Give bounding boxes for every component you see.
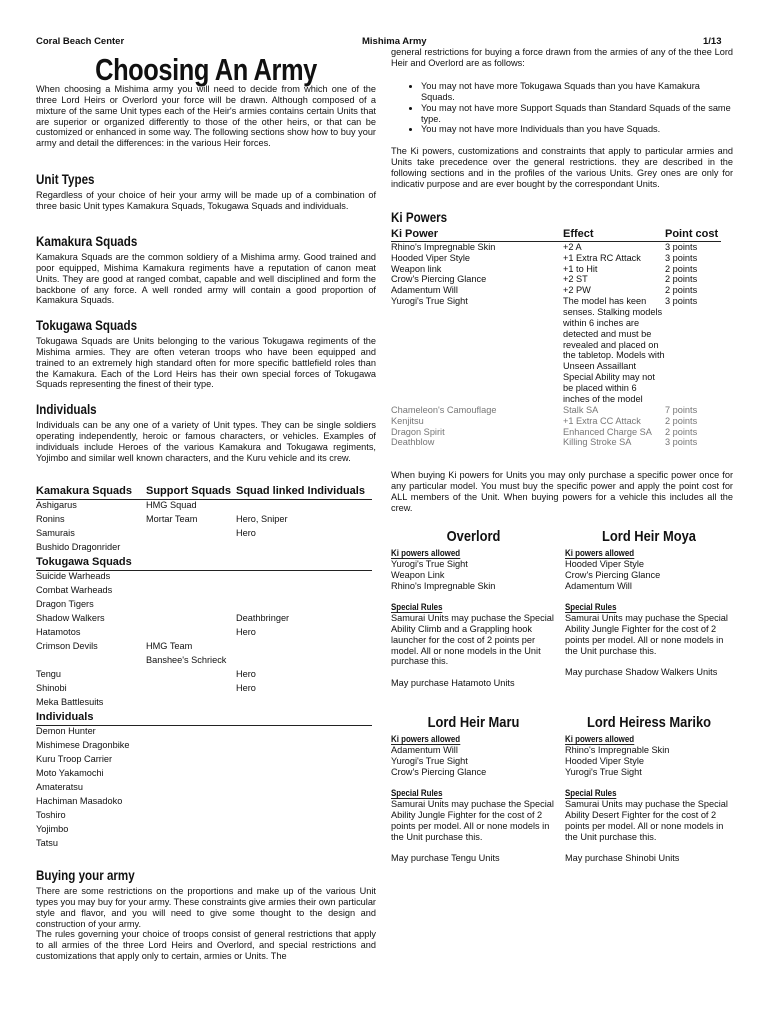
ki-effect-cell: Stalk SA xyxy=(563,404,599,415)
table-row xyxy=(36,669,372,683)
purchase-note: May purchase Tengu Units xyxy=(391,853,500,864)
page-title: Choosing An Army xyxy=(95,52,317,87)
allowed-power: Hooded Viper Style xyxy=(565,755,644,766)
table-cell: Samurais xyxy=(36,528,75,538)
table-row xyxy=(36,655,372,669)
individuals-table-heading: Individuals xyxy=(36,711,94,723)
allowed-power: Yurogi's True Sight xyxy=(565,766,642,777)
table-cell xyxy=(36,655,146,669)
right-intro: general restrictions for buying a force drawn from the armies of any of the thee Lord Heir and Overlord are as follows: xyxy=(391,47,733,68)
ki-name-cell: Deathblow xyxy=(391,437,435,448)
table-cell: Deathbringer xyxy=(236,613,290,623)
table-cell xyxy=(236,824,372,838)
special-rules-label: Special Rules xyxy=(565,601,617,612)
faction-title: Lord Heir Maru xyxy=(427,714,520,731)
special-rules-text: Samurai Units may puchase the Special Ability Climb and a Grappling hook launcher for the cost of 2 points per model. All or none models in the Unit purchase this. xyxy=(391,613,554,667)
table-cell xyxy=(146,613,236,627)
ki-name-cell: Rhino's Impregnable Skin xyxy=(391,241,496,252)
tokugawa-section xyxy=(36,318,376,390)
ki-cost-cell: 3 points xyxy=(665,241,698,252)
table-cell xyxy=(146,740,236,754)
faction-mariko xyxy=(565,714,733,864)
ki-power-row xyxy=(391,264,721,275)
unit-col-kamakura: Kamakura Squads xyxy=(36,485,132,497)
table-cell: Hero xyxy=(236,627,256,637)
individual-rows xyxy=(36,726,372,852)
purchase-note: May purchase Hatamoto Units xyxy=(391,678,515,689)
table-cell: Hero xyxy=(236,669,256,679)
table-cell xyxy=(146,669,236,683)
ki-effect-cell: +1 to Hit xyxy=(563,263,598,274)
table-cell: Tatsu xyxy=(36,838,58,848)
table-cell xyxy=(146,697,236,711)
unit-col-support: Support Squads xyxy=(146,485,231,497)
table-cell xyxy=(146,782,236,796)
table-cell xyxy=(146,585,236,599)
ki-effect-cell: +1 Extra RC Attack xyxy=(563,252,641,263)
table-row xyxy=(36,782,372,796)
table-cell: Shinobi xyxy=(36,683,67,693)
page-number: 1/13 xyxy=(703,36,722,47)
buying-heading: Buying your army xyxy=(36,868,135,883)
purchase-note: May purchase Shadow Walkers Units xyxy=(565,667,718,678)
table-cell: Banshee's Schrieck xyxy=(146,655,227,665)
table-row xyxy=(36,683,372,697)
kamakura-rows xyxy=(36,500,372,556)
ki-power-row xyxy=(391,285,721,296)
allowed-power: Weapon Link xyxy=(391,569,445,580)
faction-title: Lord Heiress Mariko xyxy=(586,714,712,731)
table-cell xyxy=(146,824,236,838)
restriction-item: • You may not have more Support Squads than Standard Squads of the same type. xyxy=(421,103,733,125)
ki-powers-heading: Ki Powers xyxy=(391,210,448,225)
special-rules-text: Samurai Units may puchase the Special Ability Jungle Fighter for the cost of 2 points per model. All or none models in the Unit purchase this. xyxy=(391,799,554,842)
table-row xyxy=(36,740,372,754)
ki-cost-cell: 7 points xyxy=(665,404,698,415)
table-row xyxy=(36,838,372,852)
table-cell xyxy=(146,754,236,768)
table-cell xyxy=(146,726,236,740)
unit-types-heading: Unit Types xyxy=(36,172,95,187)
table-row xyxy=(36,599,372,613)
table-cell: Hero xyxy=(236,528,256,538)
ki-note: When buying Ki powers for Units you may only purchase a specific power once for any particular model. You must buy the specific power and apply the point cost for ALL members of the Unit. When buying powers for a vehicle this includes all the crew. xyxy=(391,470,733,513)
ki-power-row xyxy=(391,241,721,252)
kamakura-section xyxy=(36,234,376,306)
allowed-power: Yurogi's True Sight xyxy=(391,755,468,766)
allowed-power: Crow's Piercing Glance xyxy=(391,766,487,777)
table-cell xyxy=(236,782,372,796)
table-cell: HMG Team xyxy=(146,641,193,651)
special-rules-text: Samurai Units may puchase the Special Ability Desert Fighter for the cost of 2 points per model. All or none models in the Unit purchase this. xyxy=(565,799,728,842)
table-cell xyxy=(146,838,236,852)
ki-allowed-label: Ki powers allowed xyxy=(565,547,635,558)
table-cell xyxy=(236,740,372,754)
ki-cost-cell: 3 points xyxy=(665,437,698,448)
table-cell: Moto Yakamochi xyxy=(36,768,104,778)
table-cell: Combat Warheads xyxy=(36,585,113,595)
table-cell: Hatamotos xyxy=(36,627,81,637)
allowed-power: Rhino's Impregnable Skin xyxy=(565,745,670,756)
table-row xyxy=(36,571,372,585)
table-cell xyxy=(236,754,372,768)
table-cell: Dragon Tigers xyxy=(36,599,94,609)
special-rules-label: Special Rules xyxy=(565,787,617,798)
table-row xyxy=(36,542,372,556)
individuals-text: Individuals can be any one of a variety of Unit types. They can be single soldiers operating independently, heroic or famous characters, or vehicles. Examples of individuals include Heroes of the various Kamakura and Tokugawa regiments, Yojimbo and similar well known characters, and the Kuru vehicle and its crew. xyxy=(36,419,376,463)
buying-text-1: There are some restrictions on the proportions and make up of the various Unit types you may buy for your army. These constraints give armies their own particular style and flavor, and you will need to give some thought to the design and construction of your army. xyxy=(36,885,376,929)
ki-cost-cell: 3 points xyxy=(665,296,698,307)
allowed-power: Adamentum Will xyxy=(565,580,632,591)
table-cell xyxy=(146,796,236,810)
table-cell: Tengu xyxy=(36,669,62,679)
ki-power-row xyxy=(391,253,721,264)
ki-name-cell: Hooded Viper Style xyxy=(391,252,470,263)
table-cell xyxy=(146,571,236,585)
table-row xyxy=(36,528,372,542)
table-cell: Ronins xyxy=(36,514,65,524)
ki-effect-cell: The model has keen senses. Stalking models within 6 inches are detected and must be revealed and placed on the tabletop. Models with Unseen Assaillant Special Ability may not be placed within 6 inches of the model xyxy=(563,296,665,404)
table-cell: Hero, Sniper xyxy=(236,514,288,524)
ki-effect-cell: +1 Extra CC Attack xyxy=(563,415,641,426)
tokugawa-text: Tokugawa Squads are Units belonging to the various Tokugawa regiments of the Mishima armies. They are often veteran troops who have been equipped and trained to an extremely high standard often for more specific battlefield roles than the Kamakura. Each of the Lord Heirs has their own special forces of Tokugawa Squads representing the finest of their type. xyxy=(36,335,376,390)
table-cell: Yojimbo xyxy=(36,824,69,834)
table-cell xyxy=(146,599,236,613)
faction-title: Lord Heir Moya xyxy=(602,528,696,545)
ki-power-row xyxy=(391,416,721,427)
kamakura-heading: Kamakura Squads xyxy=(36,234,138,249)
table-cell: HMG Squad xyxy=(146,500,197,510)
table-cell xyxy=(236,726,372,740)
table-row xyxy=(36,514,372,528)
table-row xyxy=(36,641,372,655)
ki-allowed-label: Ki powers allowed xyxy=(565,733,635,744)
table-cell xyxy=(236,697,372,711)
table-cell xyxy=(146,683,236,697)
tokugawa-table-heading: Tokugawa Squads xyxy=(36,556,132,568)
ki-allowed-label: Ki powers allowed xyxy=(391,547,461,558)
buying-section xyxy=(36,868,376,962)
tokugawa-rows xyxy=(36,571,372,711)
ki-power-row xyxy=(391,405,721,416)
table-cell xyxy=(146,627,236,641)
table-cell xyxy=(146,528,236,542)
faction-moya xyxy=(565,528,733,678)
table-cell: Mortar Team xyxy=(146,514,198,524)
buying-text-2: The rules governing your choice of troops consist of general restrictions that apply to all armies of the three Lord Heirs and Overlord, and special restrictions and customizations that apply only to certain, armies or Units. The xyxy=(36,929,376,962)
table-cell xyxy=(236,796,372,810)
ki-power-row xyxy=(391,437,721,448)
table-row xyxy=(36,796,372,810)
ki-powers-section xyxy=(391,210,733,448)
ki-col-power: Ki Power xyxy=(391,227,439,240)
ki-cost-cell: 2 points xyxy=(665,285,698,296)
header-center: Mishima Army xyxy=(362,36,427,47)
table-row xyxy=(36,754,372,768)
table-cell xyxy=(236,500,372,514)
table-cell: Ashigarus xyxy=(36,500,77,510)
ki-cost-cell: 2 points xyxy=(665,274,698,285)
ki-cost-cell: 2 points xyxy=(665,263,698,274)
table-cell: Meka Battlesuits xyxy=(36,697,104,707)
ki-power-row xyxy=(391,296,721,405)
tokugawa-heading: Tokugawa Squads xyxy=(36,318,138,333)
ki-effect-cell: +2 PW xyxy=(563,285,591,296)
table-cell xyxy=(236,641,372,655)
ki-name-cell: Weapon link xyxy=(391,263,442,274)
table-cell: Toshiro xyxy=(36,810,66,820)
faction-overlord xyxy=(391,528,556,689)
restriction-item: • You may not have more Tokugawa Squads than you have Kamakura Squads. xyxy=(421,81,733,103)
special-rules-text: Samurai Units may puchase the Special Ability Jungle Fighter for the cost of 2 points per model. All or none models in the Unit purchase this. xyxy=(565,613,728,656)
restrictions-list xyxy=(391,81,733,135)
intro-text: When choosing a Mishima army you will need to decide from which one of the three Lord Heirs or Overlord your force will be drawn. Although composed of a mixture of the same Unit types each of the Heir's armies contains certain Units that are superior or organized differently to those of the other heirs, or that can be customized or enhanced in some way. The following sections show how to buy your army and detail the differences: in the various Heir forces. xyxy=(36,84,376,149)
ki-name-cell: Chameleon's Camouflage xyxy=(391,404,497,415)
faction-title: Overlord xyxy=(446,528,501,545)
unit-col-linked: Squad linked Individuals xyxy=(236,485,365,497)
ki-power-row xyxy=(391,427,721,438)
table-row xyxy=(36,500,372,514)
header-left: Coral Beach Center xyxy=(36,36,125,47)
faction-maru xyxy=(391,714,556,864)
table-cell xyxy=(236,571,372,585)
ki-allowed-label: Ki powers allowed xyxy=(391,733,461,744)
purchase-note: May purchase Shinobi Units xyxy=(565,853,680,864)
table-row xyxy=(36,726,372,740)
ki-name-cell: Adamentum Will xyxy=(391,285,458,296)
ki-name-cell: Kenjitsu xyxy=(391,415,424,426)
ki-cost-cell: 3 points xyxy=(665,252,698,263)
ki-name-cell: Yurogi's True Sight xyxy=(391,296,468,307)
restriction-item: • You may not have more Individuals than you have Squads. xyxy=(421,124,733,135)
ki-powers-table xyxy=(391,228,721,448)
table-row xyxy=(36,697,372,711)
allowed-power: Yurogi's True Sight xyxy=(391,559,468,570)
individuals-heading: Individuals xyxy=(36,402,97,417)
ki-effect-cell: Enhanced Charge SA xyxy=(563,426,652,437)
table-cell xyxy=(236,599,372,613)
ki-effect-cell: +2 A xyxy=(563,241,582,252)
allowed-power: Crow's Piercing Glance xyxy=(565,569,661,580)
table-cell: Hero xyxy=(236,683,256,693)
table-cell xyxy=(146,810,236,824)
table-cell: Suicide Warheads xyxy=(36,571,111,581)
table-cell xyxy=(236,768,372,782)
table-row xyxy=(36,810,372,824)
table-cell xyxy=(236,838,372,852)
ki-cost-cell: 2 points xyxy=(665,426,698,437)
allowed-power: Rhino's Impregnable Skin xyxy=(391,580,496,591)
allowed-power: Adamentum Will xyxy=(391,745,458,756)
ki-col-effect: Effect xyxy=(563,227,594,240)
table-cell xyxy=(236,585,372,599)
special-rules-label: Special Rules xyxy=(391,787,443,798)
table-row xyxy=(36,824,372,838)
ki-col-cost: Point cost xyxy=(665,227,719,240)
ki-effect-cell: +2 ST xyxy=(563,274,588,285)
unit-types-section xyxy=(36,172,376,212)
table-cell xyxy=(236,655,372,669)
unit-types-text: Regardless of your choice of heir your army will be made up of a combination of three basic Unit types Kamakura Squads, Tokugawa Squads and individuals. xyxy=(36,189,376,211)
table-cell: Mishimese Dragonbike xyxy=(36,740,130,750)
ki-power-row xyxy=(391,274,721,285)
table-cell: Kuru Troop Carrier xyxy=(36,754,113,764)
individuals-section xyxy=(36,402,376,463)
ki-name-cell: Dragon Spirit xyxy=(391,426,445,437)
table-row xyxy=(36,613,372,627)
ki-name-cell: Crow's Piercing Glance xyxy=(391,274,487,285)
table-cell xyxy=(236,810,372,824)
ki-cost-cell: 2 points xyxy=(665,415,698,426)
table-cell: Bushido Dragonrider xyxy=(36,542,121,552)
table-row xyxy=(36,627,372,641)
table-row xyxy=(36,585,372,599)
kamakura-text: Kamakura Squads are the common soldiery of a Mishima army. Good trained and poor equipped, Mishima Kamakura regiments have a reputation of canon meat Units. They are good at ranged combat, capable and well disciplined and form the backbone of any force. A well ronded army will contain a good proportion of Kamakura Squads. xyxy=(36,251,376,306)
table-cell: Crimson Devils xyxy=(36,641,98,651)
unit-table xyxy=(36,485,372,852)
ki-effect-cell: Killing Stroke SA xyxy=(563,437,632,448)
table-cell: Hachiman Masadoko xyxy=(36,796,123,806)
table-cell xyxy=(236,542,372,556)
table-row xyxy=(36,768,372,782)
special-rules-label: Special Rules xyxy=(391,601,443,612)
table-cell xyxy=(146,542,236,556)
table-cell: Demon Hunter xyxy=(36,726,96,736)
ki-intro: The Ki powers, customizations and constraints that apply to particular armies and Units take precedence over the general restrictions. they are described in the following sections and in the profiles of the various Units. Grey ones are only for indicativ purpose and are ever bought by the correspondant Units. xyxy=(391,146,733,189)
table-cell: Shadow Walkers xyxy=(36,613,105,623)
allowed-power: Hooded Viper Style xyxy=(565,559,644,570)
table-cell xyxy=(146,768,236,782)
table-cell: Amateratsu xyxy=(36,782,83,792)
